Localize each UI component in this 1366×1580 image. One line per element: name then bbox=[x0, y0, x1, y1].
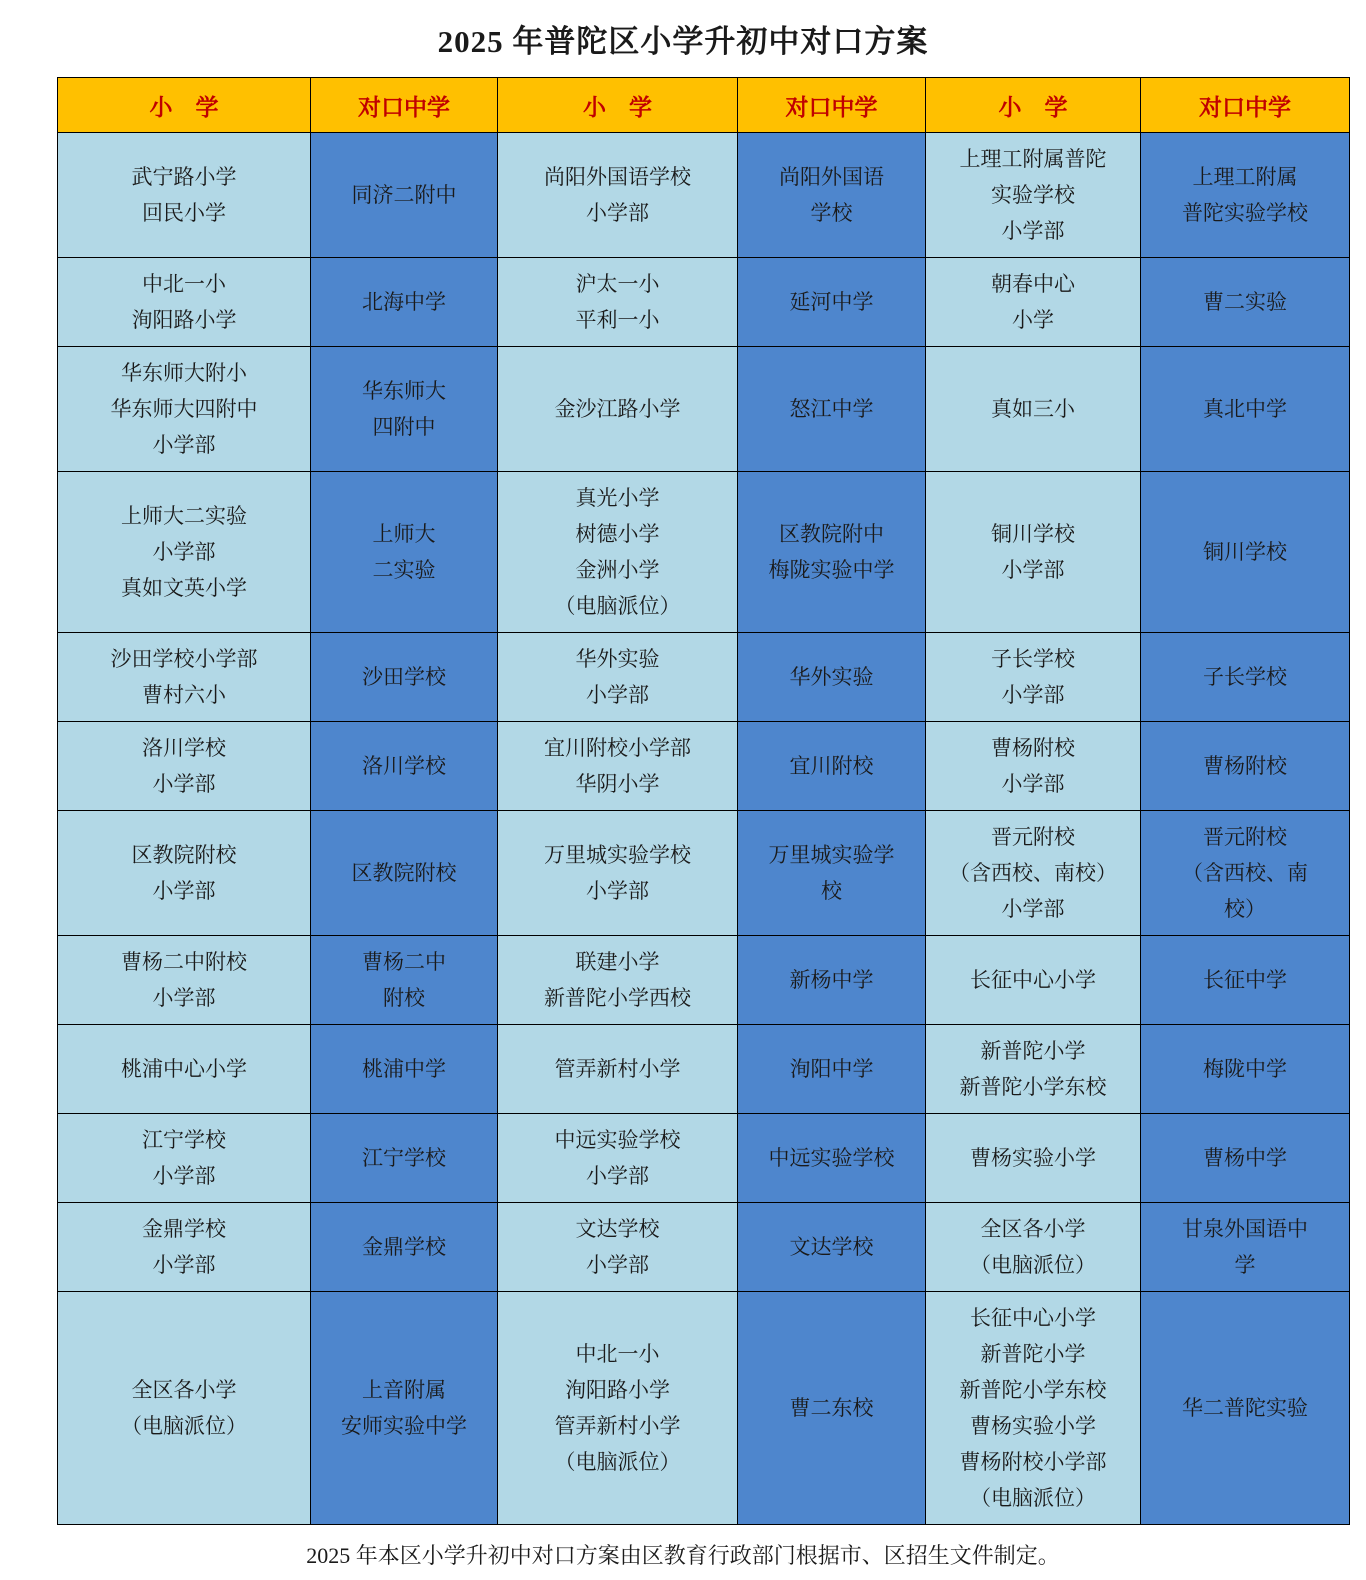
cell-line: 小学部 bbox=[586, 879, 649, 903]
cell-line: （电脑派位） bbox=[554, 1450, 681, 1474]
cell-line: 曹杨实验小学 bbox=[970, 1414, 1096, 1438]
cell-line: 万里城实验学 bbox=[768, 843, 895, 867]
middle-school-cell bbox=[1141, 347, 1350, 472]
middle-school-cell bbox=[1141, 1292, 1350, 1525]
cell-line: 尚阳外国语学校 bbox=[544, 165, 691, 189]
primary-school-cell bbox=[498, 133, 738, 258]
cell-line: 学 bbox=[1234, 1253, 1256, 1277]
primary-school-cell bbox=[58, 1292, 311, 1525]
cell-line: 华外实验 bbox=[789, 665, 874, 689]
middle-school-cell bbox=[311, 1114, 498, 1203]
primary-school-cell bbox=[498, 347, 738, 472]
middle-school-cell bbox=[738, 1025, 926, 1114]
middle-school-cell bbox=[311, 722, 498, 811]
cell-line: 树德小学 bbox=[575, 522, 660, 546]
primary-school-cell bbox=[58, 347, 311, 472]
middle-school-cell bbox=[738, 722, 926, 811]
cell-line: 华东师大附小 bbox=[121, 361, 247, 385]
cell-line: 二实验 bbox=[372, 558, 436, 582]
page-title: 2025 年普陀区小学升初中对口方案 bbox=[437, 24, 929, 59]
cell-line: 小学部 bbox=[1001, 219, 1065, 243]
table-row bbox=[58, 936, 1350, 1025]
table-row bbox=[58, 1203, 1350, 1292]
middle-school-cell bbox=[1141, 1114, 1350, 1203]
cell-line: 同济二附中 bbox=[351, 183, 457, 207]
column-header-middle-school: 对口中学 bbox=[738, 78, 926, 133]
middle-school-cell bbox=[738, 1114, 926, 1203]
cell-line: （含西校、南 bbox=[1182, 861, 1308, 885]
middle-school-cell bbox=[311, 1025, 498, 1114]
cell-line: 曹杨中学 bbox=[1203, 1146, 1287, 1170]
cell-line: 中北一小 bbox=[575, 1342, 660, 1366]
cell-line: 小学部 bbox=[586, 1253, 649, 1277]
cell-line: 小学部 bbox=[1001, 683, 1065, 707]
middle-school-cell bbox=[738, 936, 926, 1025]
footer-note: 2025 年本区小学升初中对口方案由区教育行政部门根据市、区招生文件制定。 bbox=[306, 1543, 1060, 1568]
cell-line: 曹杨附校 bbox=[1203, 754, 1287, 778]
cell-line: 曹杨附校小学部 bbox=[959, 1450, 1107, 1474]
cell-line: 小学部 bbox=[586, 683, 649, 707]
cell-line: 区教院附校 bbox=[131, 843, 237, 867]
middle-school-cell bbox=[738, 347, 926, 472]
primary-school-cell bbox=[58, 472, 311, 633]
cell-line: 子长学校 bbox=[1203, 665, 1287, 689]
cell-line: 梅陇实验中学 bbox=[768, 558, 895, 582]
cell-line: 四附中 bbox=[372, 415, 436, 439]
cell-line: 沪太一小 bbox=[575, 272, 660, 296]
middle-school-cell bbox=[311, 811, 498, 936]
middle-school-cell bbox=[738, 633, 926, 722]
middle-school-cell bbox=[311, 133, 498, 258]
primary-school-cell bbox=[498, 722, 738, 811]
cell-line: 子长学校 bbox=[991, 647, 1075, 671]
primary-school-cell bbox=[926, 347, 1141, 472]
primary-school-cell bbox=[58, 1025, 311, 1114]
primary-school-cell bbox=[926, 1025, 1141, 1114]
middle-school-cell bbox=[738, 1292, 926, 1525]
table-row bbox=[58, 258, 1350, 347]
middle-school-cell bbox=[738, 472, 926, 633]
cell-line: 文达学校 bbox=[575, 1217, 660, 1241]
cell-line: 铜川学校 bbox=[991, 522, 1075, 546]
cell-line: 沙田学校小学部 bbox=[110, 647, 258, 671]
primary-school-cell bbox=[498, 1292, 738, 1525]
primary-school-cell bbox=[498, 1114, 738, 1203]
primary-school-cell bbox=[58, 258, 311, 347]
cell-line: 小学部 bbox=[586, 201, 649, 225]
middle-school-cell bbox=[738, 133, 926, 258]
cell-line: 上理工附属普陀 bbox=[959, 147, 1107, 171]
cell-line: 真光小学 bbox=[575, 486, 660, 510]
cell-line: 小学部 bbox=[152, 433, 216, 457]
column-header-primary-school: 小 学 bbox=[498, 78, 738, 133]
middle-school-cell bbox=[1141, 811, 1350, 936]
primary-school-cell bbox=[926, 1114, 1141, 1203]
cell-line: （电脑派位） bbox=[554, 594, 681, 618]
cell-line: 梅陇中学 bbox=[1203, 1057, 1287, 1081]
middle-school-cell bbox=[311, 472, 498, 633]
cell-line: 洛川学校 bbox=[142, 736, 226, 760]
cell-line: 曹杨二中附校 bbox=[121, 950, 247, 974]
cell-line: （含西校、南校） bbox=[949, 861, 1117, 885]
cell-line: 中远实验学校 bbox=[554, 1128, 681, 1152]
cell-line: 曹杨附校 bbox=[991, 736, 1075, 760]
cell-line: 洵阳中学 bbox=[789, 1057, 874, 1081]
cell-line: 上音附属 bbox=[362, 1378, 446, 1402]
cell-line: 尚阳外国语 bbox=[779, 165, 884, 189]
primary-school-cell bbox=[498, 258, 738, 347]
cell-line: 宜川附校 bbox=[789, 754, 874, 778]
cell-line: 上理工附属 bbox=[1192, 165, 1298, 189]
middle-school-cell bbox=[1141, 1025, 1350, 1114]
mapping-table bbox=[57, 77, 1350, 1525]
table-row bbox=[58, 1114, 1350, 1203]
cell-line: 朝春中心 bbox=[991, 272, 1075, 296]
cell-line: 曹村六小 bbox=[142, 683, 226, 707]
cell-line: 怒江中学 bbox=[789, 397, 874, 421]
cell-line: 金鼎学校 bbox=[142, 1217, 226, 1241]
table-row bbox=[58, 347, 1350, 472]
primary-school-cell bbox=[926, 133, 1141, 258]
cell-line: 晋元附校 bbox=[1203, 825, 1287, 849]
cell-line: 小学部 bbox=[152, 772, 216, 796]
cell-line: 中远实验学校 bbox=[768, 1146, 895, 1170]
table-row bbox=[58, 722, 1350, 811]
table-body bbox=[58, 133, 1350, 1525]
cell-line: 洵阳路小学 bbox=[565, 1378, 670, 1402]
cell-line: 金洲小学 bbox=[575, 558, 660, 582]
cell-line: 真如文英小学 bbox=[121, 576, 247, 600]
primary-school-cell bbox=[498, 472, 738, 633]
cell-line: 小学 bbox=[1012, 308, 1054, 332]
primary-school-cell bbox=[926, 1203, 1141, 1292]
primary-school-cell bbox=[498, 811, 738, 936]
primary-school-cell bbox=[926, 258, 1141, 347]
cell-line: 洛川学校 bbox=[362, 754, 446, 778]
cell-line: 管弄新村小学 bbox=[554, 1057, 681, 1081]
cell-line: 桃浦中心小学 bbox=[121, 1057, 247, 1081]
middle-school-cell bbox=[311, 258, 498, 347]
primary-school-cell bbox=[58, 722, 311, 811]
cell-line: 安师实验中学 bbox=[341, 1414, 467, 1438]
cell-line: 实验学校 bbox=[991, 183, 1075, 207]
column-header-primary-school: 小 学 bbox=[926, 78, 1141, 133]
cell-line: 华阴小学 bbox=[575, 772, 660, 796]
table-row bbox=[58, 1292, 1350, 1525]
primary-school-cell bbox=[498, 936, 738, 1025]
cell-line: 曹二东校 bbox=[789, 1396, 874, 1420]
cell-line: 小学部 bbox=[152, 1253, 216, 1277]
middle-school-cell bbox=[1141, 472, 1350, 633]
cell-line: 区教院附校 bbox=[351, 861, 457, 885]
table-row bbox=[58, 133, 1350, 258]
cell-line: 江宁学校 bbox=[142, 1128, 226, 1152]
cell-line: 上师大 bbox=[372, 522, 436, 546]
cell-line: 华东师大 bbox=[362, 379, 446, 403]
primary-school-cell bbox=[58, 633, 311, 722]
cell-line: 小学部 bbox=[1001, 772, 1065, 796]
primary-school-cell bbox=[926, 1292, 1141, 1525]
cell-line: 金鼎学校 bbox=[362, 1235, 446, 1259]
middle-school-cell bbox=[1141, 633, 1350, 722]
primary-school-cell bbox=[926, 472, 1141, 633]
cell-line: 真如三小 bbox=[991, 397, 1075, 421]
cell-line: 新杨中学 bbox=[789, 968, 874, 992]
column-header-middle-school: 对口中学 bbox=[1141, 78, 1350, 133]
middle-school-cell bbox=[1141, 936, 1350, 1025]
column-header-middle-school: 对口中学 bbox=[311, 78, 498, 133]
middle-school-cell bbox=[738, 258, 926, 347]
cell-line: 甘泉外国语中 bbox=[1182, 1217, 1308, 1241]
table-row bbox=[58, 472, 1350, 633]
column-header-primary-school: 小 学 bbox=[58, 78, 311, 133]
middle-school-cell bbox=[311, 1292, 498, 1525]
cell-line: 新普陀小学东校 bbox=[959, 1075, 1107, 1099]
middle-school-cell bbox=[1141, 1203, 1350, 1292]
cell-line: 曹二实验 bbox=[1203, 290, 1287, 314]
cell-line: 校） bbox=[1224, 897, 1266, 921]
cell-line: 桃浦中学 bbox=[362, 1057, 446, 1081]
cell-line: 宜川附校小学部 bbox=[544, 736, 691, 760]
cell-line: 华东师大四附中 bbox=[110, 397, 258, 421]
cell-line: 晋元附校 bbox=[991, 825, 1075, 849]
cell-line: 小学部 bbox=[586, 1164, 649, 1188]
cell-line: 铜川学校 bbox=[1203, 540, 1287, 564]
cell-line: 管弄新村小学 bbox=[554, 1414, 681, 1438]
cell-line: 华二普陀实验 bbox=[1182, 1396, 1308, 1420]
cell-line: 小学部 bbox=[1001, 897, 1065, 921]
table-row bbox=[58, 811, 1350, 936]
middle-school-cell bbox=[738, 1203, 926, 1292]
primary-school-cell bbox=[926, 811, 1141, 936]
cell-line: 全区各小学 bbox=[131, 1378, 237, 1402]
primary-school-cell bbox=[58, 936, 311, 1025]
cell-line: 长征中心小学 bbox=[970, 1306, 1096, 1330]
primary-school-cell bbox=[58, 133, 311, 258]
cell-line: 小学部 bbox=[152, 1164, 216, 1188]
cell-line: 延河中学 bbox=[789, 290, 874, 314]
primary-school-cell bbox=[498, 633, 738, 722]
primary-school-cell bbox=[926, 722, 1141, 811]
cell-line: 万里城实验学校 bbox=[544, 843, 691, 867]
primary-school-cell bbox=[58, 811, 311, 936]
cell-line: 区教院附中 bbox=[779, 522, 884, 546]
cell-line: 上师大二实验 bbox=[121, 504, 247, 528]
middle-school-cell bbox=[311, 1203, 498, 1292]
primary-school-cell bbox=[926, 936, 1141, 1025]
cell-line: 联建小学 bbox=[575, 950, 660, 974]
primary-school-cell bbox=[58, 1114, 311, 1203]
middle-school-cell bbox=[1141, 722, 1350, 811]
middle-school-cell bbox=[311, 347, 498, 472]
cell-line: （电脑派位） bbox=[970, 1253, 1096, 1277]
cell-line: 曹杨实验小学 bbox=[970, 1146, 1096, 1170]
middle-school-cell bbox=[311, 633, 498, 722]
primary-school-cell bbox=[498, 1203, 738, 1292]
middle-school-cell bbox=[1141, 133, 1350, 258]
cell-line: 中北一小 bbox=[142, 272, 226, 296]
cell-line: 学校 bbox=[810, 201, 853, 225]
cell-line: 江宁学校 bbox=[362, 1146, 446, 1170]
cell-line: 武宁路小学 bbox=[131, 165, 237, 189]
cell-line: 长征中学 bbox=[1203, 968, 1287, 992]
primary-school-cell bbox=[58, 1203, 311, 1292]
cell-line: 小学部 bbox=[152, 540, 216, 564]
cell-line: 文达学校 bbox=[789, 1235, 874, 1259]
primary-school-cell bbox=[498, 1025, 738, 1114]
primary-school-cell bbox=[926, 633, 1141, 722]
cell-line: 新普陀小学东校 bbox=[959, 1378, 1107, 1402]
middle-school-cell bbox=[1141, 258, 1350, 347]
cell-line: 小学部 bbox=[1001, 558, 1065, 582]
cell-line: 真北中学 bbox=[1203, 397, 1287, 421]
cell-line: 全区各小学 bbox=[980, 1217, 1086, 1241]
cell-line: 新普陀小学西校 bbox=[544, 986, 691, 1010]
cell-line: 校 bbox=[821, 879, 842, 903]
table-row bbox=[58, 633, 1350, 722]
cell-line: 新普陀小学 bbox=[980, 1039, 1086, 1063]
cell-line: （电脑派位） bbox=[121, 1414, 247, 1438]
cell-line: 回民小学 bbox=[142, 201, 226, 225]
cell-line: 长征中心小学 bbox=[970, 968, 1096, 992]
cell-line: 洵阳路小学 bbox=[131, 308, 237, 332]
cell-line: （电脑派位） bbox=[970, 1486, 1096, 1510]
cell-line: 金沙江路小学 bbox=[554, 397, 681, 421]
table-row bbox=[58, 1025, 1350, 1114]
cell-line: 华外实验 bbox=[575, 647, 660, 671]
cell-line: 北海中学 bbox=[362, 290, 446, 314]
cell-line: 附校 bbox=[383, 986, 425, 1010]
cell-line: 小学部 bbox=[152, 986, 216, 1010]
cell-line: 普陀实验学校 bbox=[1182, 201, 1308, 225]
cell-line: 小学部 bbox=[152, 879, 216, 903]
cell-line: 曹杨二中 bbox=[362, 950, 446, 974]
cell-line: 新普陀小学 bbox=[980, 1342, 1086, 1366]
cell-line: 沙田学校 bbox=[362, 665, 446, 689]
header-row bbox=[58, 78, 1350, 133]
cell-line: 平利一小 bbox=[575, 308, 660, 332]
middle-school-cell bbox=[311, 936, 498, 1025]
middle-school-cell bbox=[738, 811, 926, 936]
